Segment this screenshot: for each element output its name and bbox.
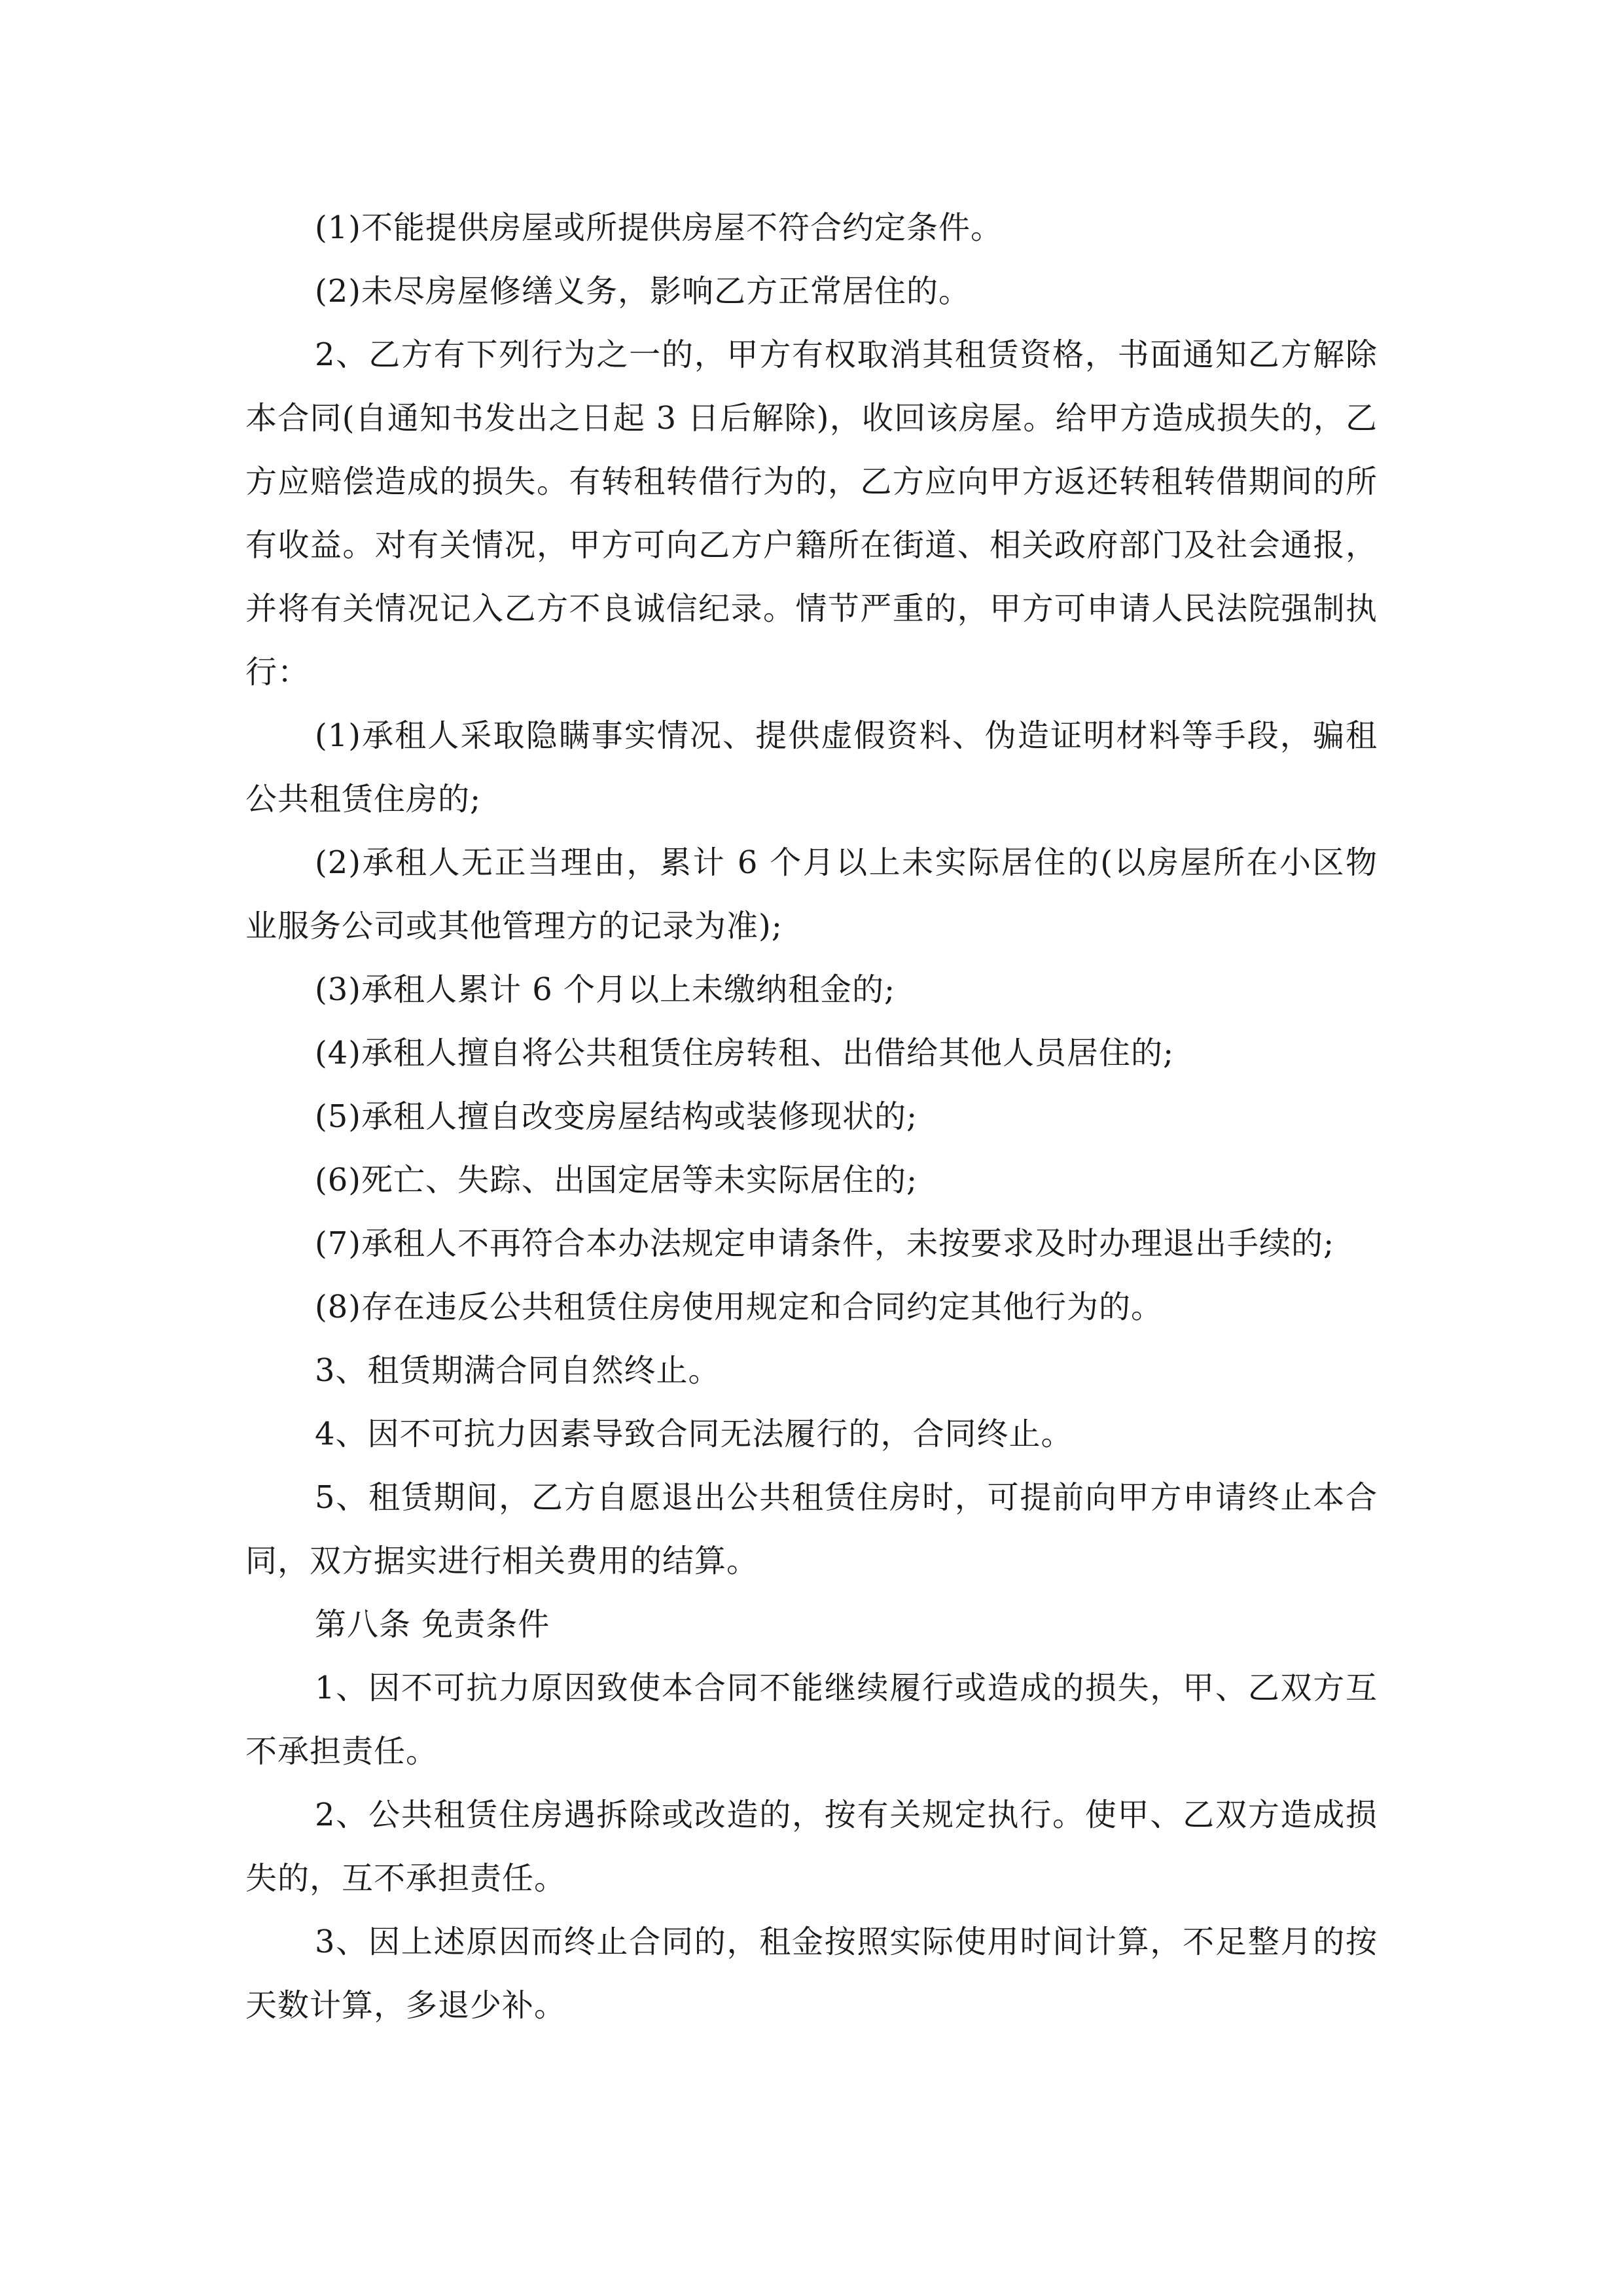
paragraph: 3、租赁期满合同自然终止。 [315,1352,721,1389]
paragraph: (2)未尽房屋修缮义务，影响乙方正常居住的。 [315,273,971,310]
paragraph: (1)不能提供房屋或所提供房屋不符合约定条件。 [315,209,1003,246]
section-heading: 第八条 免责条件 [315,1606,550,1643]
paragraph: 5、租赁期间，乙方自愿退出公共租赁住房时，可提前向甲方申请终止本合同，双方据实进行相关费用的结算。 [245,1479,1378,1579]
paragraph: (3)承租人累计 6 个月以上未缴纳租金的; [315,971,896,1008]
paragraph: 2、公共租赁住房遇拆除或改造的，按有关规定执行。使甲、乙双方造成损失的，互不承担责任。 [245,1797,1378,1897]
paragraph: (7)承租人不再符合本办法规定申请条件，未按要求及时办理退出手续的; [315,1225,1335,1262]
paragraph: (2)承租人无正当理由，累计 6 个月以上未实际居住的(以房屋所在小区物业服务公司或其他管理方的记录为准); [245,844,1378,944]
paragraph: (4)承租人擅自将公共租赁住房转租、出借给其他人员居住的; [315,1035,1175,1071]
paragraph: 4、因不可抗力因素导致合同无法履行的，合同终止。 [315,1416,1073,1452]
document-page [245,196,1378,2037]
paragraph: (1)承租人采取隐瞒事实情况、提供虚假资料、伪造证明材料等手段，骗租公共租赁住房的; [245,717,1378,817]
paragraph: (8)存在违反公共租赁住房使用规定和合同约定其他行为的。 [315,1289,1163,1325]
paragraph: 3、因上述原因而终止合同的，租金按照实际使用时间计算，不足整月的按天数计算，多退少补。 [245,1924,1378,2024]
paragraph: (6)死亡、失踪、出国定居等未实际居住的; [315,1162,918,1198]
paragraph: (5)承租人擅自改变房屋结构或装修现状的; [315,1098,918,1135]
paragraph: 1、因不可抗力原因致使本合同不能继续履行或造成的损失，甲、乙双方互不承担责任。 [245,1670,1378,1770]
paragraph: 2、乙方有下列行为之一的，甲方有权取消其租赁资格，书面通知乙方解除本合同(自通知书发出之日起 3 日后解除)，收回该房屋。给甲方造成损失的，乙方应赔偿造成的损失。有转租转借行为的，乙方应向甲方返还转租转借期间的所有收益。对有关情况，甲方可向乙方户籍所在街道、相关政府部门及社会通报，并将有关情况记入乙方不良诚信纪录。情节严重的，甲方可申请人民法院强制执行： [245,336,1378,691]
